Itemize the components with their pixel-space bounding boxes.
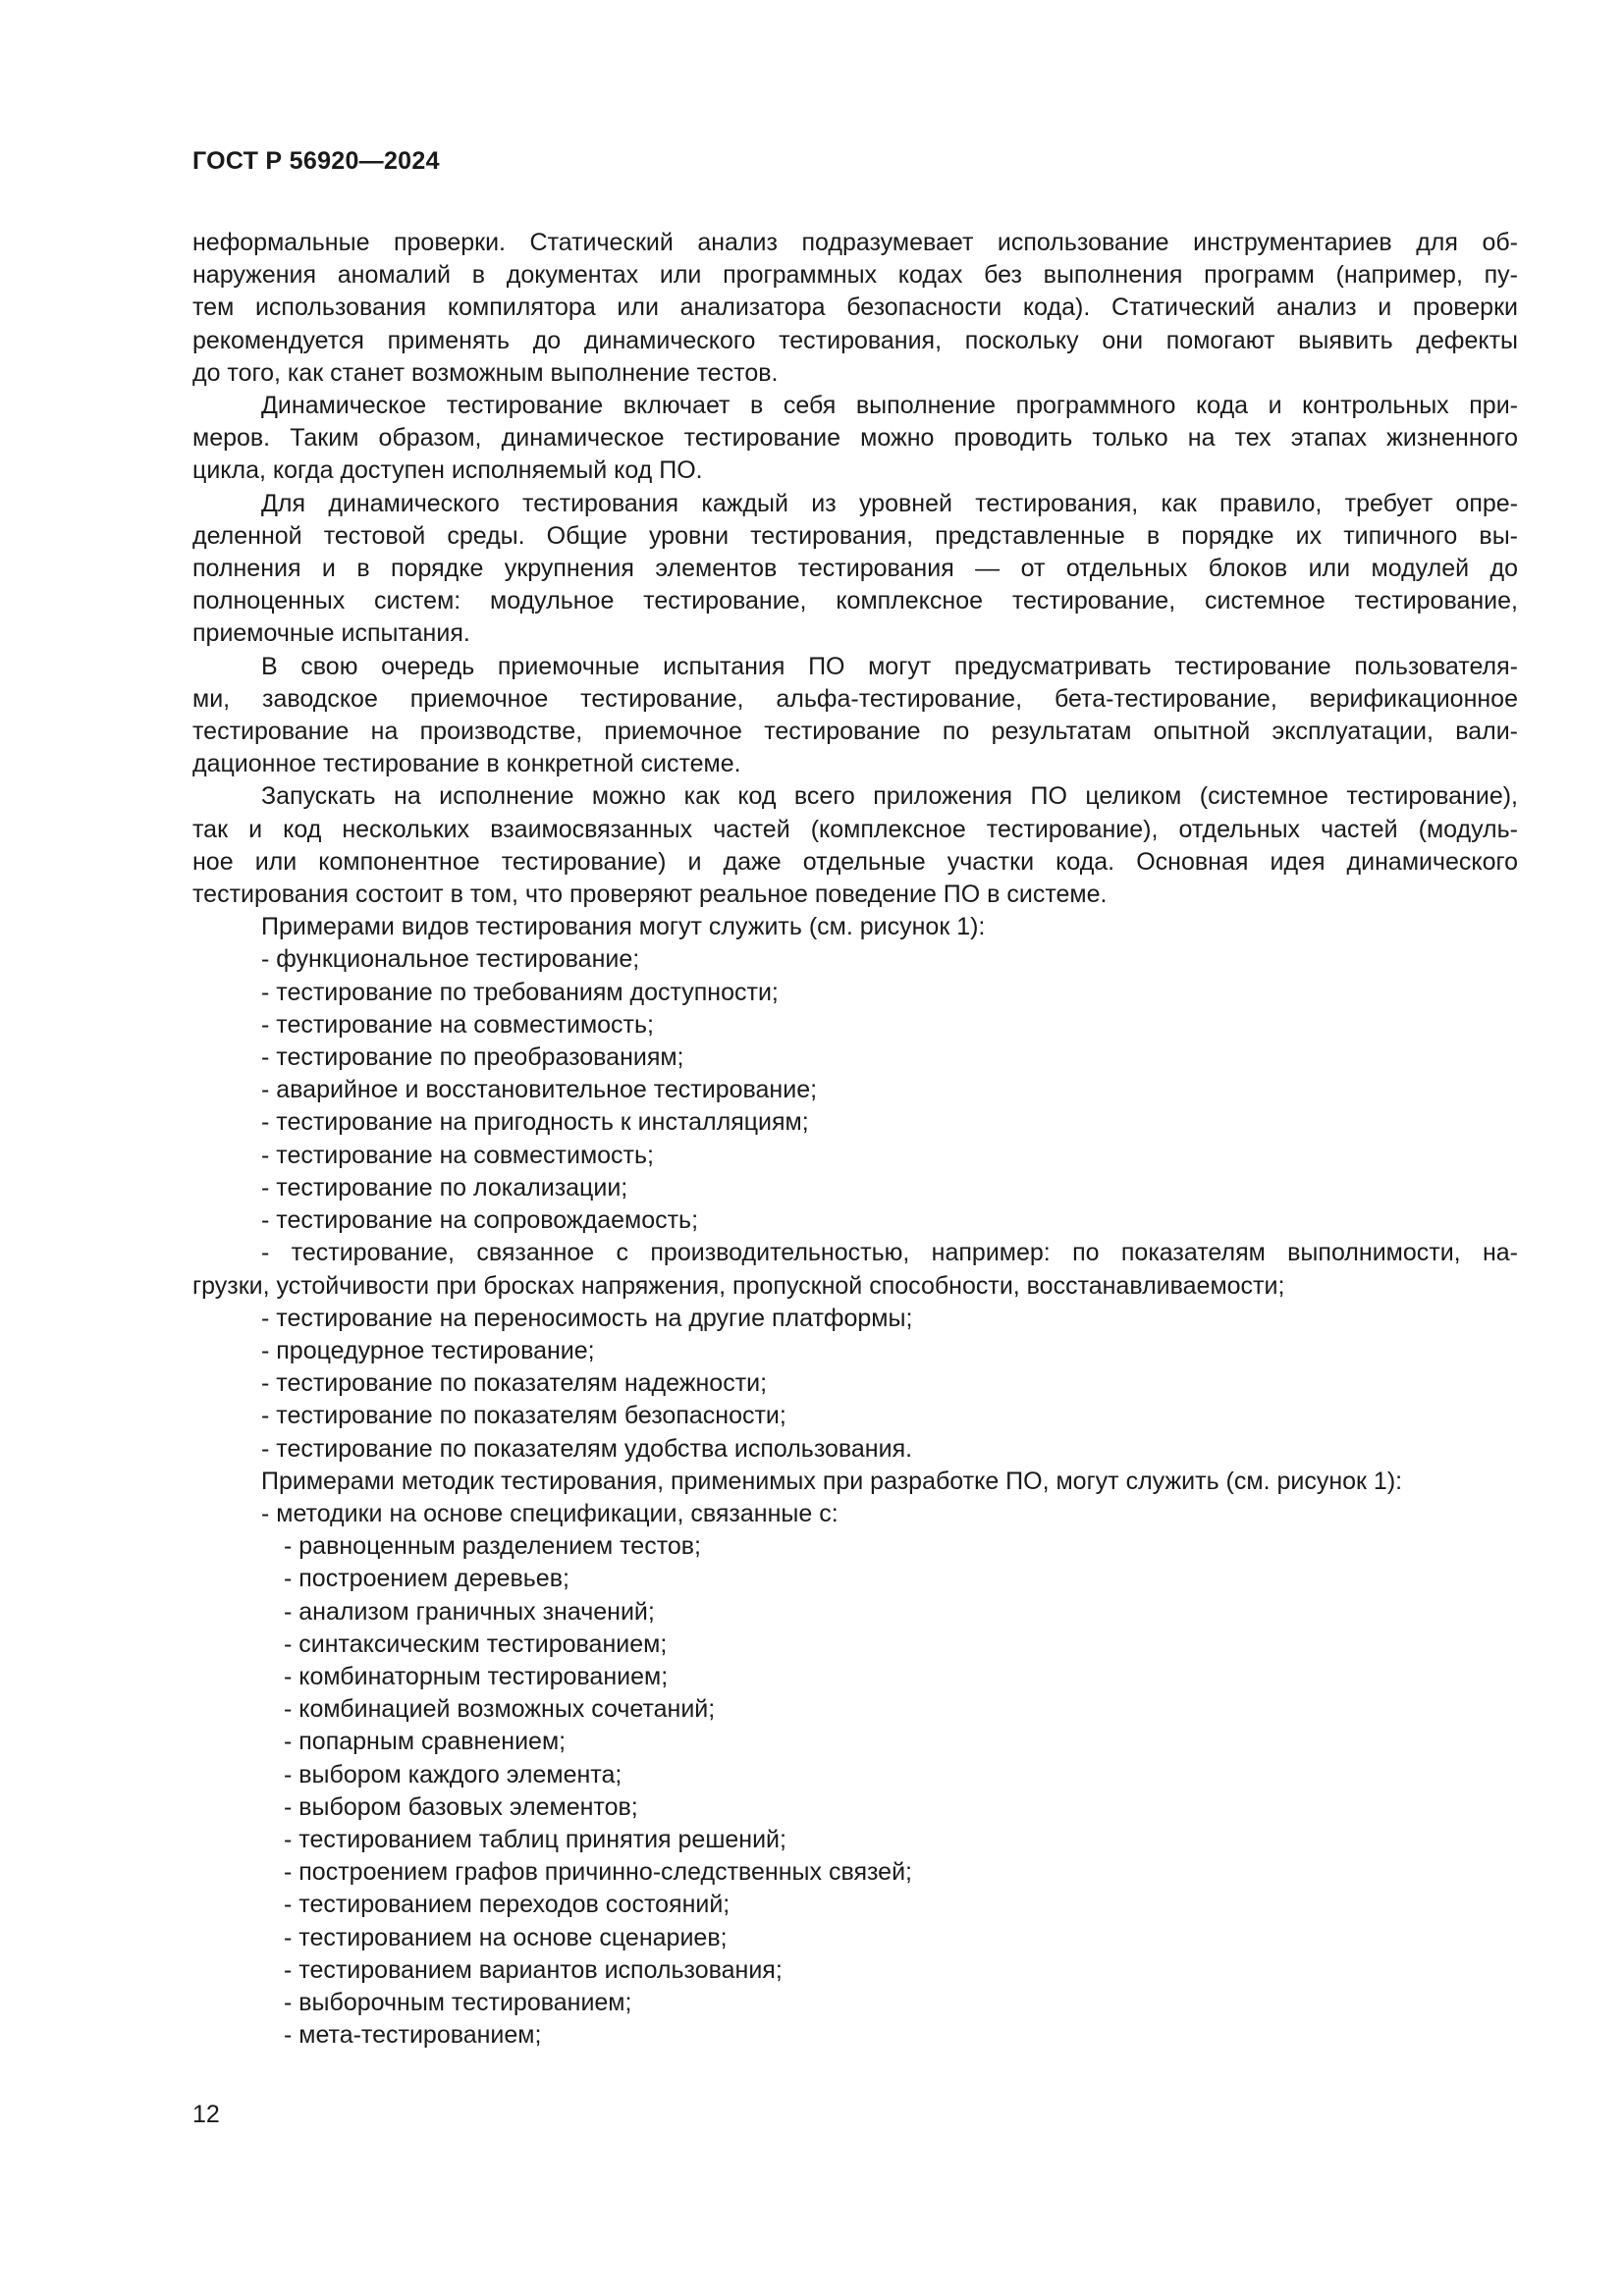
text-line: полнения и в порядке укрупнения элементов тестирования — от отдельных блоков или модулей до [192,555,1518,583]
text-line: В свою очередь приемочные испытания ПО могут предусматривать тестирование пользователя- [261,652,1518,680]
text-line: грузки, устойчивости при бросках напряжения, пропускной способности, восстанавливаемости; [192,1271,1285,1300]
text-line: - тестирование на переносимость на другие платформы; [261,1304,913,1332]
text-line: - тестирование по локализации; [261,1173,628,1201]
text-line: тестирования состоит в том, что проверяют реальное поведение ПО в системе. [192,881,1108,909]
text-line: дационное тестирование в конкретной системе. [192,750,741,778]
text-line: до того, как станет возможным выполнение тестов. [192,358,779,387]
text-line: - аварийное и восстановительное тестирование; [261,1076,818,1104]
text-line: - построением деревьев; [284,1565,569,1593]
text-line: Запускать на исполнение можно как код всего приложения ПО целиком (системное тестирование), [261,782,1518,811]
text-line: - комбинаторным тестированием; [284,1662,669,1690]
text-line: тем использования компилятора или анализатора безопасности кода). Статический анализ и проверки [192,294,1518,322]
text-line: - тестирование на совместимость; [261,1010,654,1039]
text-line: - анализом граничных значений; [284,1597,655,1626]
text-line: наружения аномалий в документах или программных кодах без выполнения программ (например, пу- [192,261,1518,290]
text-line: - функциональное тестирование; [261,945,640,974]
text-line: - выбором каждого элемента; [284,1760,623,1789]
text-line: Динамическое тестирование включает в себя выполнение программного кода и контрольных при- [261,392,1518,420]
text-line: - тестированием вариантов использования; [284,1955,783,1984]
text-line: - тестированием на основе сценариев; [284,1923,728,1951]
text-line: - тестирование, связанное с производительностью, например: по показателям выполнимости, на- [261,1239,1518,1267]
text-line: - тестирование по показателям удобства использования. [261,1434,913,1463]
text-line: - тестирование по требованиям доступности; [261,978,779,1006]
text-line: - комбинацией возможных сочетаний; [284,1695,716,1724]
text-line: меров. Таким образом, динамическое тестирование можно проводить только на тех этапах жизненного [192,424,1518,453]
text-line: - тестирование по преобразованиям; [261,1043,684,1072]
text-line: - тестированием переходов состояний; [284,1891,731,1919]
text-line: ми, заводское приемочное тестирование, альфа-тестирование, бета-тестирование, верификационное [192,684,1518,713]
page-number: 12 [192,2101,220,2128]
document-header: ГОСТ Р 56920—2024 [192,147,440,175]
text-line: Для динамического тестирования каждый из уровней тестирования, как правило, требует опре- [261,489,1518,517]
text-line: так и код нескольких взаимосвязанных частей (комплексное тестирование), отдельных частей (модуль- [192,815,1518,843]
text-line: тестирование на производстве, приемочное тестирование по результатам опытной эксплуатации, вали- [192,718,1518,746]
text-line: неформальные проверки. Статический анализ подразумевает использование инструментариев для об- [192,229,1518,256]
text-line: - тестирование на пригодность к инсталляциям; [261,1108,809,1137]
document-body [192,227,1518,2052]
text-line: - тестирование на сопровождаемость; [261,1206,699,1235]
text-line: - попарным сравнением; [284,1728,567,1756]
text-line: деленной тестовой среды. Общие уровни тестирования, представленные в порядке их типичного вы- [192,521,1518,550]
text-line: ное или компонентное тестирование) и даже отдельные участки кода. Основная идея динамического [192,847,1518,876]
text-line: - тестирование на совместимость; [261,1141,654,1169]
text-line: - тестирование по показателям надежности; [261,1369,768,1398]
text-line: - выбором базовых элементов; [284,1792,638,1821]
text-line: - мета-тестированием; [284,2021,542,2050]
text-line: - равноценным разделением тестов; [284,1532,701,1561]
text-line: Примерами видов тестирования могут служить (см. рисунок 1): [261,913,986,941]
text-line: цикла, когда доступен исполняемый код ПО. [192,456,703,485]
text-line: - синтаксическим тестированием; [284,1629,668,1658]
text-line: - выборочным тестированием; [284,1988,632,2016]
text-line: рекомендуется применять до динамического тестирования, поскольку они помогают выявить дефекты [192,326,1518,354]
text-line: - процедурное тестирование; [261,1336,595,1364]
text-line: - методики на основе спецификации, связанные с: [261,1499,839,1527]
text-line: приемочные испытания. [192,619,470,648]
text-line: - тестирование по показателям безопасности; [261,1402,786,1430]
text-line: - тестированием таблиц принятия решений; [284,1825,786,1853]
text-line: - построением графов причинно-следственных связей; [284,1858,912,1887]
text-line: полноценных систем: модульное тестирование, комплексное тестирование, системное тестирование, [192,587,1518,615]
text-line: Примерами методик тестирования, применимых при разработке ПО, могут служить (см. рисунок 1): [261,1467,1403,1495]
